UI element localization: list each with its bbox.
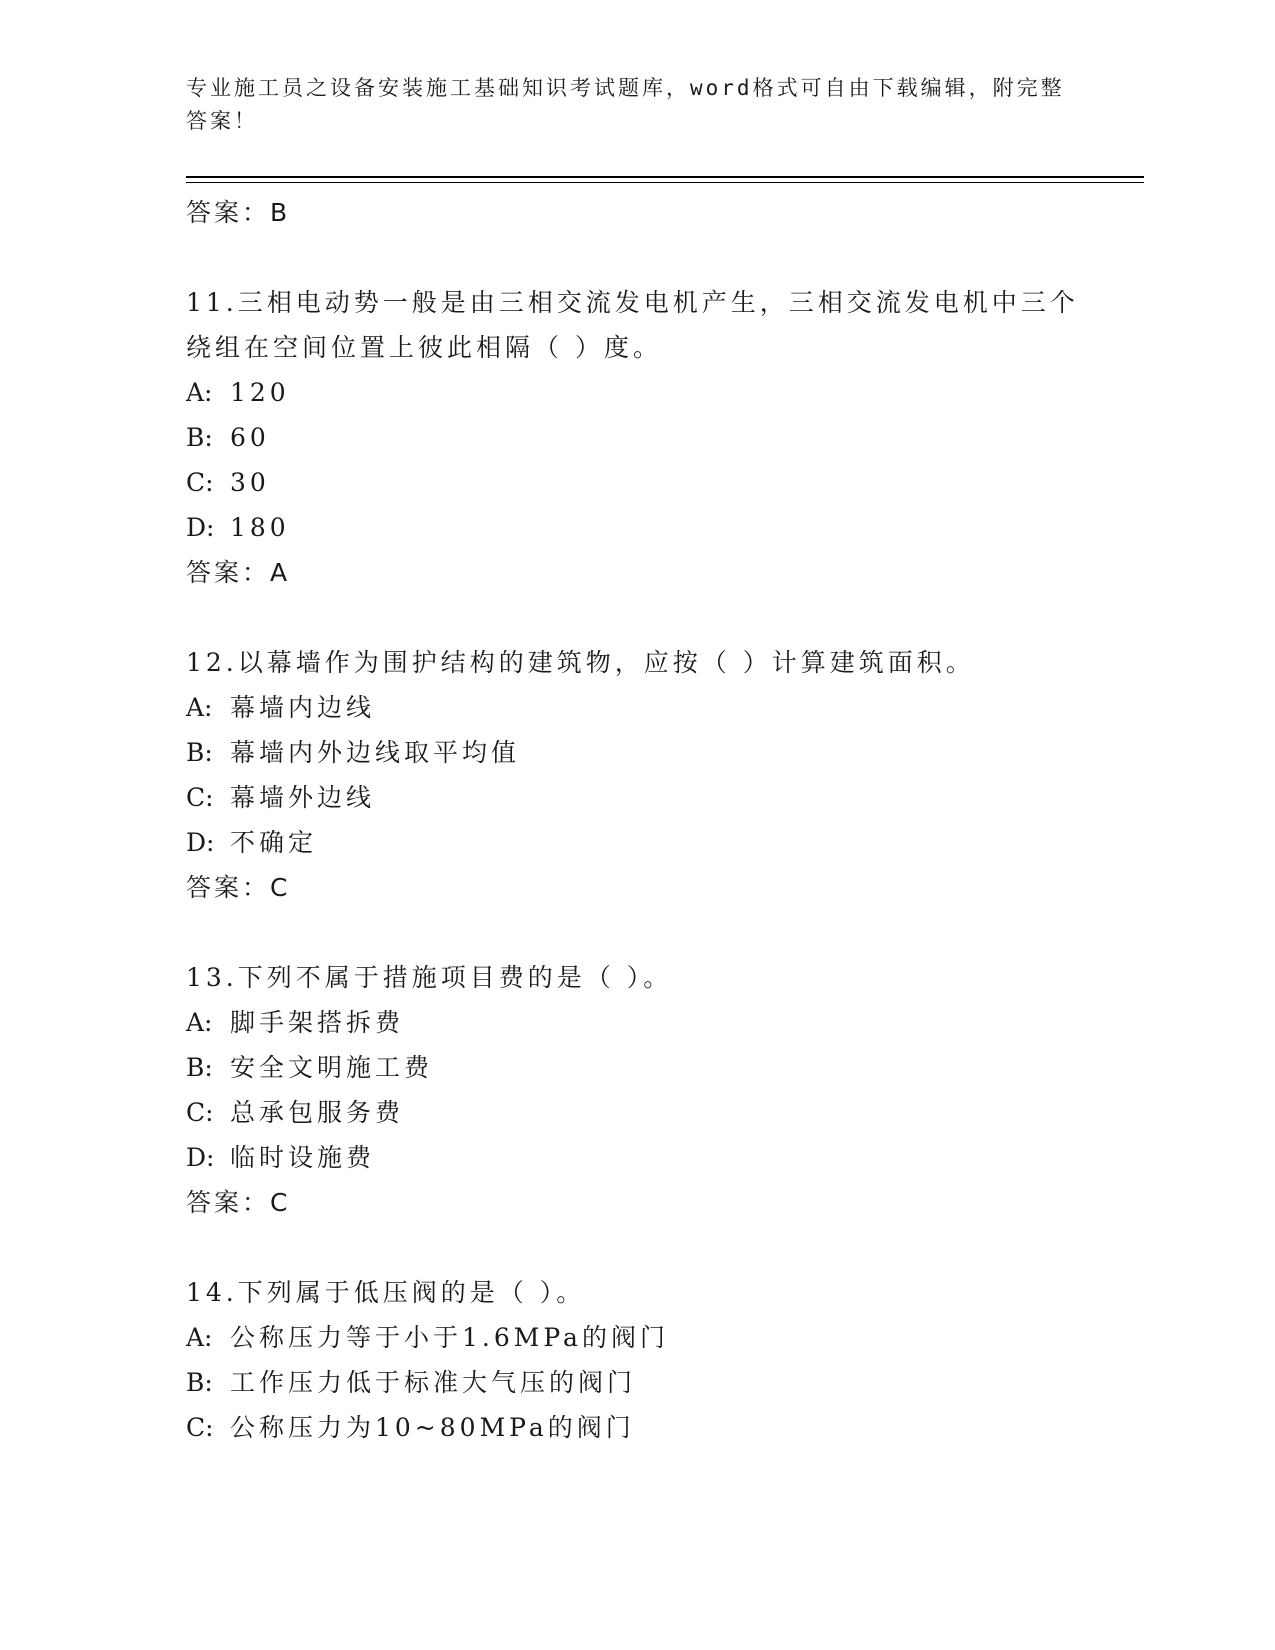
option-key: B: [186, 738, 213, 767]
option-key: A: [186, 1323, 213, 1352]
option-key: B: [186, 1368, 213, 1397]
option-b [186, 415, 1086, 460]
option-c [186, 775, 1086, 820]
question-stem: 13.下列不属于措施项目费的是（ ）。 [186, 963, 673, 992]
question-stem: 14.下列属于低压阀的是（ ）。 [186, 1278, 586, 1307]
option-text: 公称压力等于小于1.6MPa的阀门 [230, 1323, 669, 1352]
option-key: D: [186, 513, 215, 542]
option-a [186, 370, 1086, 415]
question-stem: 11.三相电动势一般是由三相交流发电机产生，三相交流发电机中三个绕组在空间位置上彼此相隔（ ）度。 [186, 288, 1079, 362]
option-a [186, 1000, 1086, 1045]
document-header [186, 72, 1066, 138]
option-text: 60 [230, 423, 270, 452]
option-key: D: [186, 828, 215, 857]
question-11 [186, 280, 1086, 595]
header-rule-thick [186, 176, 1144, 178]
option-b [186, 1045, 1086, 1090]
option-key: A: [186, 378, 213, 407]
option-key: D: [186, 1143, 215, 1172]
option-d [186, 820, 1086, 865]
option-text: 不确定 [230, 828, 318, 857]
question-12 [186, 640, 1086, 910]
question-14 [186, 1270, 1086, 1450]
option-c [186, 460, 1086, 505]
question-stem: 12.以幕墙作为围护结构的建筑物，应按（ ）计算建筑面积。 [186, 648, 975, 677]
option-text: 180 [230, 513, 290, 542]
option-text: 安全文明施工费 [230, 1053, 434, 1082]
option-text: 幕墙内外边线取平均值 [230, 738, 521, 767]
option-key: B: [186, 423, 213, 452]
option-key: A: [186, 693, 213, 722]
option-key: C: [186, 783, 214, 812]
option-key: B: [186, 1053, 213, 1082]
option-text: 脚手架搭拆费 [230, 1008, 405, 1037]
question-13 [186, 955, 1086, 1225]
option-a [186, 1315, 1086, 1360]
option-c [186, 1090, 1086, 1135]
answer-line: 答案：B [186, 198, 291, 227]
option-b [186, 730, 1086, 775]
answer-line: 答案：C [186, 873, 291, 902]
option-b [186, 1360, 1086, 1405]
option-text: 工作压力低于标准大气压的阀门 [230, 1368, 637, 1397]
option-a [186, 685, 1086, 730]
option-text: 总承包服务费 [230, 1098, 405, 1127]
option-text: 临时设施费 [230, 1143, 376, 1172]
option-text: 120 [230, 378, 290, 407]
option-key: C: [186, 468, 214, 497]
option-key: C: [186, 1413, 214, 1442]
answer-line: 答案：A [186, 558, 291, 587]
option-key: C: [186, 1098, 214, 1127]
option-c [186, 1405, 1086, 1450]
question-list [186, 190, 1086, 1450]
option-text: 30 [230, 468, 270, 497]
option-d [186, 505, 1086, 550]
answer-line: 答案：C [186, 1188, 291, 1217]
option-text: 公称压力为10~80MPa的阀门 [230, 1413, 635, 1442]
option-key: A: [186, 1008, 213, 1037]
option-text: 幕墙外边线 [230, 783, 376, 812]
option-d [186, 1135, 1086, 1180]
header-rule-thin [186, 182, 1144, 183]
option-text: 幕墙内边线 [230, 693, 376, 722]
header-text: 专业施工员之设备安装施工基础知识考试题库，word格式可自由下载编辑，附完整答案！ [186, 76, 1065, 133]
